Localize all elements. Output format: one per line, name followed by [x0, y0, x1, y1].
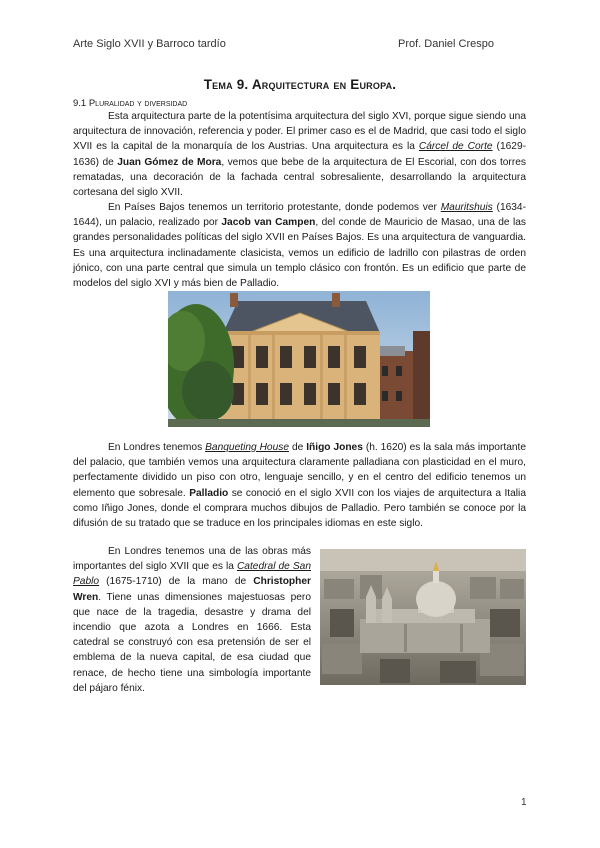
palladio-name: Palladio: [189, 487, 229, 499]
link-mauritshuis[interactable]: Mauritshuis: [440, 202, 493, 213]
page-title: Tema 9. Arquitectura en Europa.: [203, 77, 397, 92]
text: , del conde de Mauricio de Masao, una de las grandes personalidades políticas del siglo XVII en Países Bajos. Es una arquitectura de vanguardia. Es una arquitectura inclinadamente clasicista, vemos un edificio de ladrillo con pilastras de orden jónico, con una parte central que simula un templo clásico con frontón. Es un edificio que parte de modelos del siglo XVI y más bien de Palladio.: [73, 217, 526, 290]
text: En Países Bajos tenemos un territorio protestante, donde podemos ver: [108, 202, 441, 213]
paragraph-madrid: [73, 109, 526, 200]
mauritshuis-photo: [168, 291, 430, 427]
header-author: Prof. Daniel Crespo: [398, 38, 494, 50]
text: , vemos que bebe de la arquitectura de El Escorial, con dos torres rematadas, una decoración de la fachada central sobresaliente, desarrollando la arquitectura cortesana del siglo XVII.: [73, 156, 526, 199]
link-catedral-san-pablo[interactable]: Catedral de San Pablo: [73, 561, 311, 588]
header-course: Arte Siglo XVII y Barroco tardío: [73, 38, 226, 50]
architect-name: Iñigo Jones: [306, 442, 363, 453]
paragraph-paises-bajos: [73, 200, 526, 291]
text: Esta arquitectura parte de la potentísima arquitectura del siglo XVI, porque sigue siendo una arquitectura de innovación, referencia y poder. El primer caso es el de Madrid, que casi todo el siglo XVII es la capital de la monarquía de los Austrias. Una arquitectura es la: [73, 111, 526, 153]
paragraph-londres-san-pablo: [73, 544, 311, 696]
architect-name: Jacob van Campen: [221, 217, 316, 229]
text: En Londres tenemos: [108, 442, 206, 453]
link-banqueting-house[interactable]: Banqueting House: [205, 442, 290, 453]
page-number: 1: [521, 797, 527, 808]
architect-name: Juan Gómez de Mora: [117, 156, 222, 168]
text: (1634-1644), un palacio, realizado por: [73, 202, 526, 229]
text: se conoció en el siglo XVII con los viajes de arquitectura a Italia como Iñigo Jones, donde el comprara muchos dibujos de Palladio. Pero también se conoce por la difusión de su tratado que se traduce en los principales idiomas en este siglo.: [73, 487, 526, 530]
text: (1629-1636) de: [73, 141, 527, 168]
text: de: [289, 442, 307, 453]
text: . Tiene unas dimensiones majestuosas pero que nace de la tragedia, desastre y drama del incendio que azota a Londres en 1666. Esta catedral se construyó con esa pretensión de ser el emblema de la nueva capital, de esa ciudad que renace, de hecho tiene una simbología importante del pájaro fénix.: [73, 591, 311, 694]
text: (h. 1620) es la sala más importante del palacio, que también vemos una arquitectura claramente palladiana con plasticidad en el muro, perfectamente dividido un piso con otro, lenguaje sencillo, y en el centro del edificio tenemos un elemento que sobresale.: [73, 442, 527, 499]
section-heading: 9.1 Pluralidad y diversidad: [73, 98, 188, 109]
link-carcel-de-corte[interactable]: Cárcel de Corte: [418, 141, 493, 153]
st-pauls-cathedral-photo: [320, 549, 526, 685]
paragraph-londres-banqueting: [73, 440, 526, 531]
text: (1675-1710) de la mano de: [99, 576, 254, 588]
architect-name: Christopher Wren: [73, 576, 311, 603]
text: En Londres tenemos una de las obras más importantes del siglo XVII que es la: [73, 546, 311, 573]
